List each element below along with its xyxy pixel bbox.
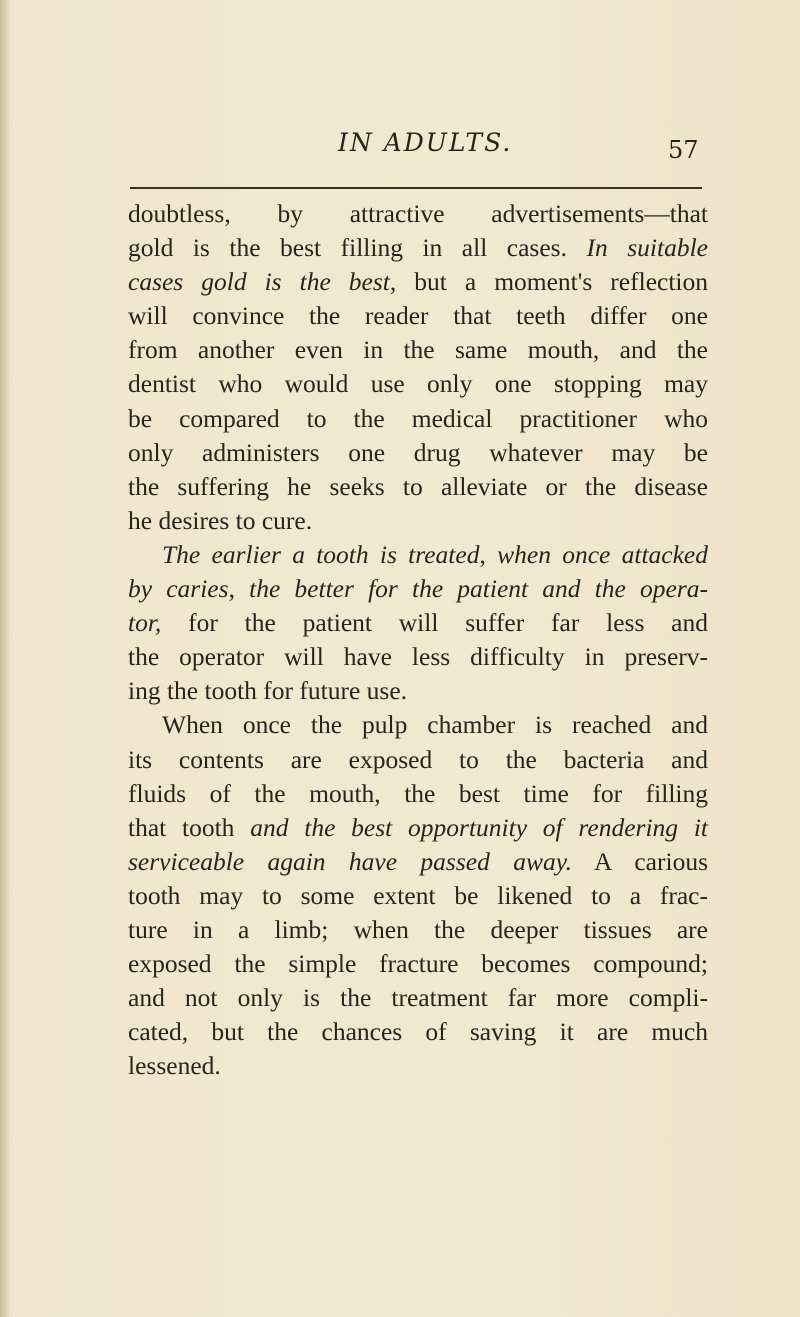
text-line	[128, 572, 708, 606]
text-run: will convince the reader that teeth differ one	[128, 301, 708, 331]
text-run: exposed the simple fracture becomes compound;	[128, 949, 708, 979]
text-line	[128, 879, 708, 913]
text-run: , but a moment's reflection	[389, 267, 708, 297]
text-run: tooth may to some extent be likened to a frac-	[128, 880, 708, 910]
header-rule	[130, 187, 702, 189]
text-line	[128, 1015, 708, 1049]
text-line	[128, 743, 708, 777]
text-run: doubtless, by attractive advertisements—that	[128, 199, 708, 228]
italic-text: by caries	[128, 574, 229, 604]
text-run: and not only is the treatment far more compli-	[128, 983, 708, 1013]
text-line	[128, 504, 708, 538]
text-run: the suffering he seeks to alleviate or the disease	[128, 471, 708, 501]
text-run: A carious	[572, 846, 708, 876]
italic-text: The earlier a tooth is treated	[162, 539, 480, 569]
text-line	[128, 606, 708, 640]
running-head: IN ADULTS.	[338, 128, 513, 157]
text-line	[128, 708, 708, 742]
text-line	[128, 470, 708, 504]
italic-text: cases gold is the best	[128, 267, 390, 297]
text-line	[128, 947, 708, 981]
text-run: When once the pulp chamber is reached and	[162, 710, 708, 740]
text-run: cated, but the chances of saving it are much	[128, 1017, 708, 1047]
text-run: ture in a limb; when the deeper tissues are	[128, 914, 708, 944]
text-line	[128, 640, 708, 674]
italic-text: serviceable again have passed away.	[128, 846, 573, 876]
text-run: the operator will have less difficulty in preserv-	[128, 642, 708, 672]
page-gutter-shadow	[0, 0, 10, 1317]
text-line	[128, 367, 708, 401]
text-line	[128, 1049, 708, 1083]
text-run: its contents are exposed to the bacteria and	[128, 744, 708, 774]
text-line	[128, 981, 708, 1015]
italic-text: tor,	[128, 608, 162, 638]
text-run: dentist who would use only one stopping may	[128, 369, 708, 399]
text-run: ing the tooth for future use.	[128, 676, 408, 706]
page-header	[0, 128, 800, 164]
italic-text: the better for the patient and the opera-	[249, 574, 709, 604]
text-line	[128, 674, 708, 708]
text-run: fluids of the mouth, the best time for filling	[128, 778, 708, 808]
text-run: ,	[479, 539, 498, 569]
text-run: for the patient will suffer far less and	[161, 608, 708, 638]
text-line	[128, 913, 708, 947]
paragraph	[128, 197, 708, 538]
text-line	[128, 231, 708, 265]
text-line	[128, 402, 708, 436]
text-run: that tooth	[128, 812, 251, 842]
paragraph	[128, 538, 708, 708]
text-run: be compared to the medical practitioner who	[128, 403, 708, 433]
italic-text: and the best opportunity of rendering it	[250, 812, 708, 842]
text-line	[128, 333, 708, 367]
text-run: gold is the best filling in all cases.	[128, 233, 587, 263]
text-line	[128, 777, 708, 811]
text-line	[128, 811, 708, 845]
text-run: ,	[228, 574, 250, 604]
body-text	[128, 197, 708, 1083]
text-run: he desires to cure.	[128, 505, 313, 535]
italic-text: when once attacked	[497, 539, 709, 569]
text-line	[128, 197, 708, 231]
text-run: only administers one drug whatever may be	[128, 437, 708, 467]
text-line	[128, 436, 708, 470]
text-run: lessened.	[128, 1051, 221, 1081]
paragraph	[128, 708, 708, 1083]
text-line	[128, 299, 708, 333]
italic-text: In suitable	[586, 233, 708, 263]
text-line	[128, 538, 708, 572]
text-run: from another even in the same mouth, and the	[128, 335, 708, 365]
page-number: 57	[668, 136, 699, 164]
text-line	[128, 845, 708, 879]
text-line	[128, 265, 708, 299]
